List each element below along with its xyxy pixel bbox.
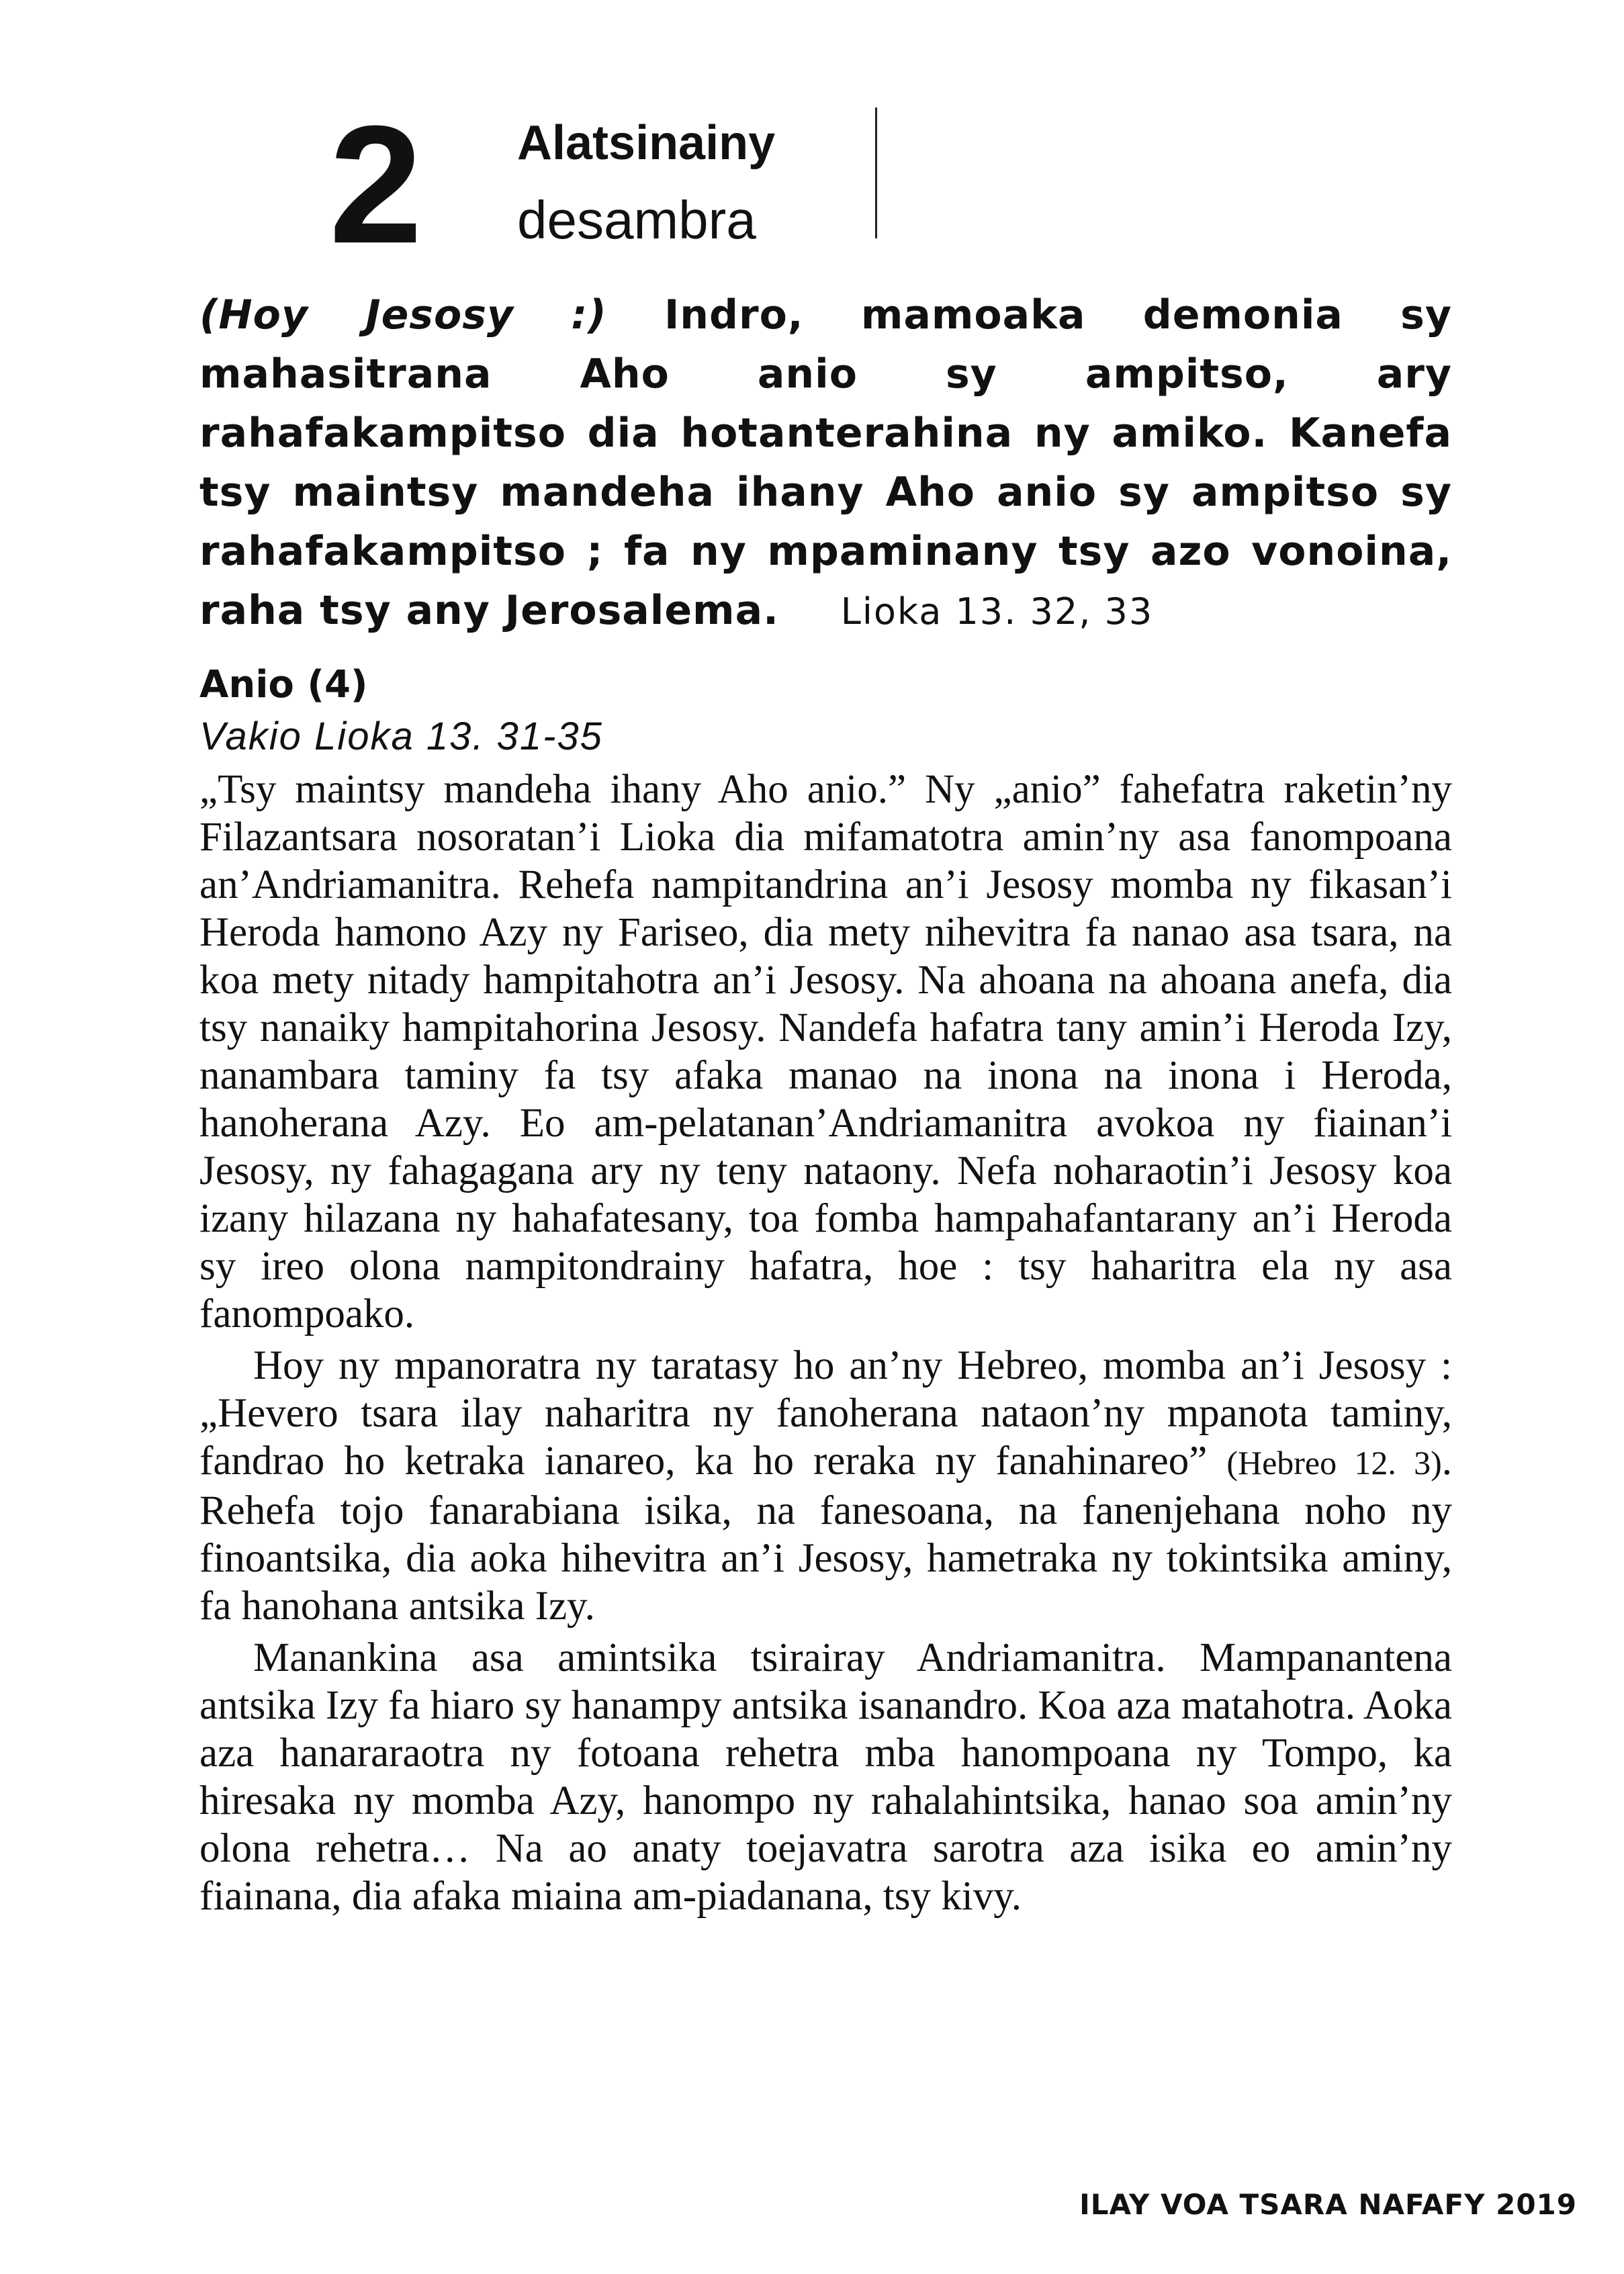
day-number: 2 bbox=[329, 91, 423, 278]
day-name: Alatsinainy bbox=[517, 116, 776, 170]
footer-title: ILAY VOA TSARA NAFAFY 2019 bbox=[1079, 2188, 1577, 2221]
header-divider bbox=[875, 107, 877, 238]
reading-reference: Vakio Lioka 13. 31-35 bbox=[199, 715, 603, 758]
verse-reference: Lioka 13. 32, 33 bbox=[840, 590, 1154, 633]
paragraph-2-reference: (Hebreo 12. 3) bbox=[1226, 1444, 1442, 1482]
body-text bbox=[199, 766, 1452, 1924]
paragraph-2-part-a: Hoy ny mpanoratra ny taratasy ho an’ny Hebreo, momba an’i Jesosy : „Hevero tsara ilay naharitra ny fanoherana nataon’ny mpanota taminy, fandrao ho ketraka ianareo, ka ho reraka ny fanahinareo” bbox=[199, 1343, 1452, 1484]
paragraph-2-part-b: . Rehefa tojo fanarabiana isika, na fanesoana, na fanenjehana noho ny finoantsika, dia aoka hihevitra an’i Jesosy, hametraka ny tokintsika aminy, fa hanohana antsika Izy. bbox=[199, 1439, 1453, 1629]
verse-lead: (Hoy Jesosy :) bbox=[199, 291, 607, 338]
section-title: Anio (4) bbox=[199, 663, 368, 707]
verse-text: Indro, mamoaka demonia sy mahasitrana Aho anio sy ampitso, ary rahafakampitso dia hotanterahina ny amiko. Kanefa tsy maintsy mandeha ihany Aho anio sy ampitso sy rahafakampitso ; fa ny mpaminany tsy azo vonoina, raha tsy any Jerosalema. bbox=[199, 291, 1452, 634]
paragraph-1: „Tsy maintsy mandeha ihany Aho anio.” Ny „anio” fahefatra raketin’ny Filazantsara nosoratan’i Lioka dia mifamatotra amin’ny asa fanompoana an’Andriamanitra. Rehefa nampitandrina an’i Jesosy momba ny fikasan’i Heroda hamono Azy ny Fariseo, dia mety nihevitra fa nanao asa tsara, na koa mety nitady hampitahotra an’i Jesosy. Na ahoana na ahoana anefa, dia tsy nanaiky hampitahorina Jesosy. Nandefa hafatra tany amin’i Heroda Izy, nanambara taminy fa tsy afaka manao na inona na inona i Heroda, hanoherana Azy. Eo am-pelatanan’Andriamanitra avokoa ny fiainan’i Jesosy, ny fahagagana ary ny teny nataony. Nefa noharaotin’i Jesosy koa izany hilazana ny hahafatesany, toa fomba hampahafantarany an’i Heroda sy ireo olona nampitondrainy hafatra, hoe : tsy haharitra ela ny asa fanompoako. bbox=[199, 767, 1452, 1336]
month-name: desambra bbox=[517, 190, 756, 250]
verse-block bbox=[199, 285, 1452, 641]
paragraph-2 bbox=[199, 1342, 1452, 1630]
paragraph-3: Manankina asa amintsika tsirairay Andriamanitra. Mampanantena antsika Izy fa hiaro sy hanampy antsika isanandro. Koa aza matahotra. Aoka aza hanararaotra ny fotoana rehetra mba hanompoana ny Tompo, ka hiresaka ny momba Azy, hanompo ny rahalahintsika, hanao soa amin’ny olona rehetra… Na ao anaty toejavatra sarotra aza isika eo amin’ny fiainana, dia afaka miaina am-piadanana, tsy kivy. bbox=[199, 1635, 1452, 1919]
